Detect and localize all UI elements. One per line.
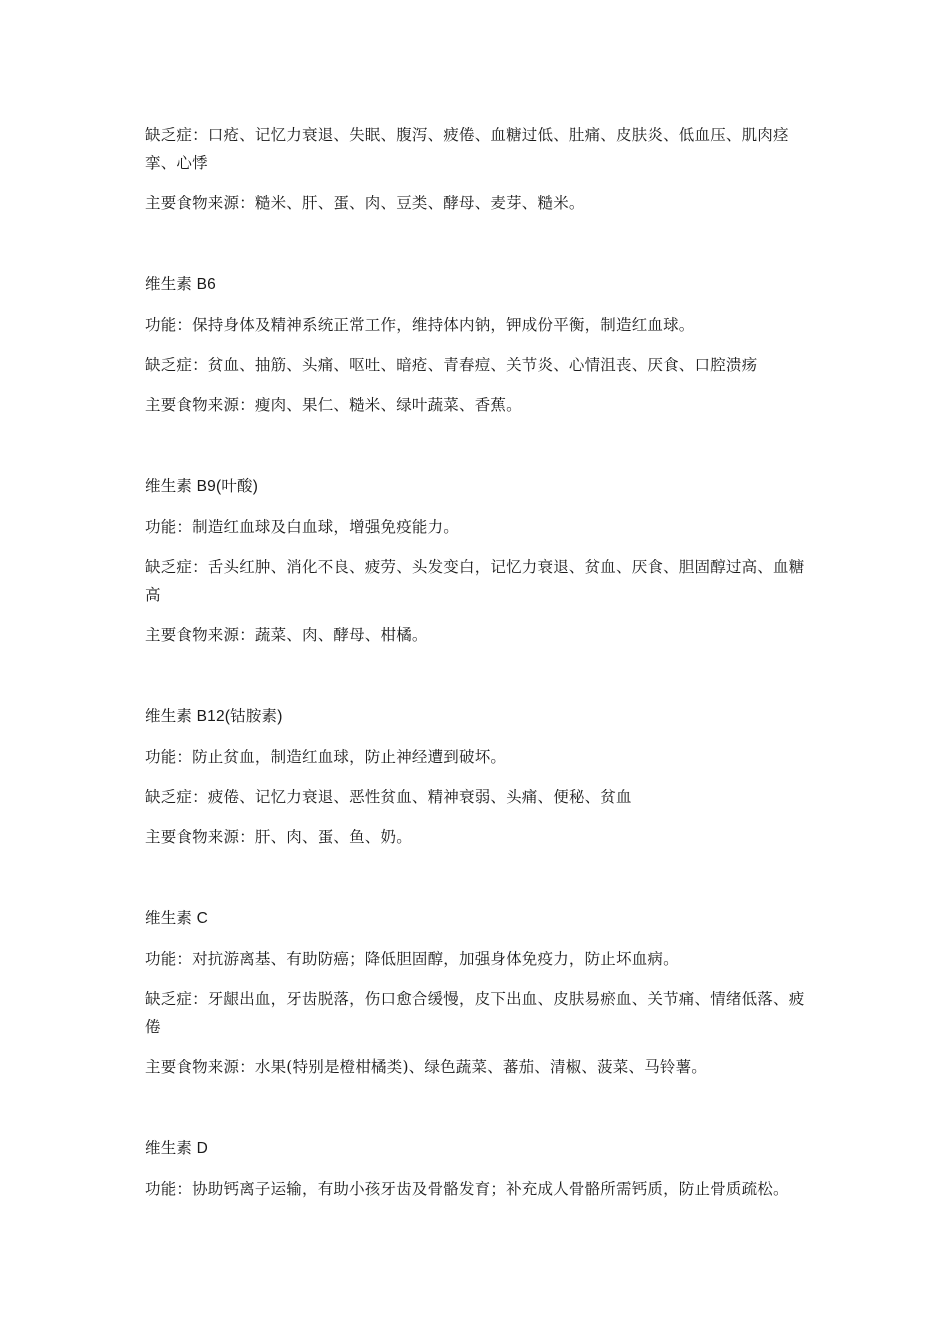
section-title: 维生素 B9(叶酸) [145, 478, 259, 495]
section-vitamin-b6 [145, 271, 817, 419]
section-title: 维生素 C [145, 910, 209, 927]
section-sources: 主要食物来源：肝、肉、蛋、鱼、奶。 [145, 828, 412, 846]
section-deficiency: 缺乏症：疲倦、记忆力衰退、恶性贫血、精神衰弱、头痛、便秘、贫血 [145, 788, 632, 806]
section-vitamin-d [145, 1135, 817, 1203]
section-vitamin-b12 [145, 703, 817, 851]
section-vitamin-c [145, 905, 817, 1081]
section-function: 功能：保持身体及精神系统正常工作，维持体内钠，钾成份平衡，制造红血球。 [145, 316, 695, 334]
section-deficiency: 缺乏症：牙龈出血，牙齿脱落，伤口愈合缓慢，皮下出血、皮肤易瘀血、关节痛、情绪低落、疲倦 [145, 990, 805, 1036]
section-function: 功能：协助钙离子运输，有助小孩牙齿及骨骼发育；补充成人骨骼所需钙质，防止骨质疏松。 [145, 1180, 789, 1198]
section-deficiency: 缺乏症：贫血、抽筋、头痛、呕吐、暗疮、青春痘、关节炎、心情沮丧、厌食、口腔溃疡 [145, 356, 758, 374]
intro-sources: 主要食物来源：糙米、肝、蛋、肉、豆类、酵母、麦芽、糙米。 [145, 194, 585, 212]
section-function: 功能：对抗游离基、有助防癌；降低胆固醇，加强身体免疫力，防止坏血病。 [145, 950, 679, 968]
section-sources: 主要食物来源：瘦肉、果仁、糙米、绿叶蔬菜、香蕉。 [145, 396, 522, 414]
section-title: 维生素 B6 [145, 276, 216, 293]
section-sources: 主要食物来源：蔬菜、肉、酵母、柑橘。 [145, 626, 428, 644]
section-title: 维生素 D [145, 1140, 209, 1157]
section-vitamin-b9 [145, 473, 817, 649]
section-deficiency: 缺乏症：舌头红肿、消化不良、疲劳、头发变白，记忆力衰退、贫血、厌食、胆固醇过高、血糖高 [145, 558, 805, 604]
document-body [145, 121, 817, 1203]
intro-deficiency: 缺乏症：口疮、记忆力衰退、失眠、腹泻、疲倦、血糖过低、肚痛、皮肤炎、低血压、肌肉痉挛、心悸 [145, 126, 789, 172]
section-function: 功能：制造红血球及白血球，增强免疫能力。 [145, 518, 460, 536]
section-function: 功能：防止贫血，制造红血球，防止神经遭到破坏。 [145, 748, 507, 766]
section-title: 维生素 B12(钴胺素) [145, 708, 283, 725]
section-sources: 主要食物来源：水果(特别是橙柑橘类)、绿色蔬菜、蕃茄、清椒、菠菜、马铃薯。 [145, 1058, 707, 1076]
